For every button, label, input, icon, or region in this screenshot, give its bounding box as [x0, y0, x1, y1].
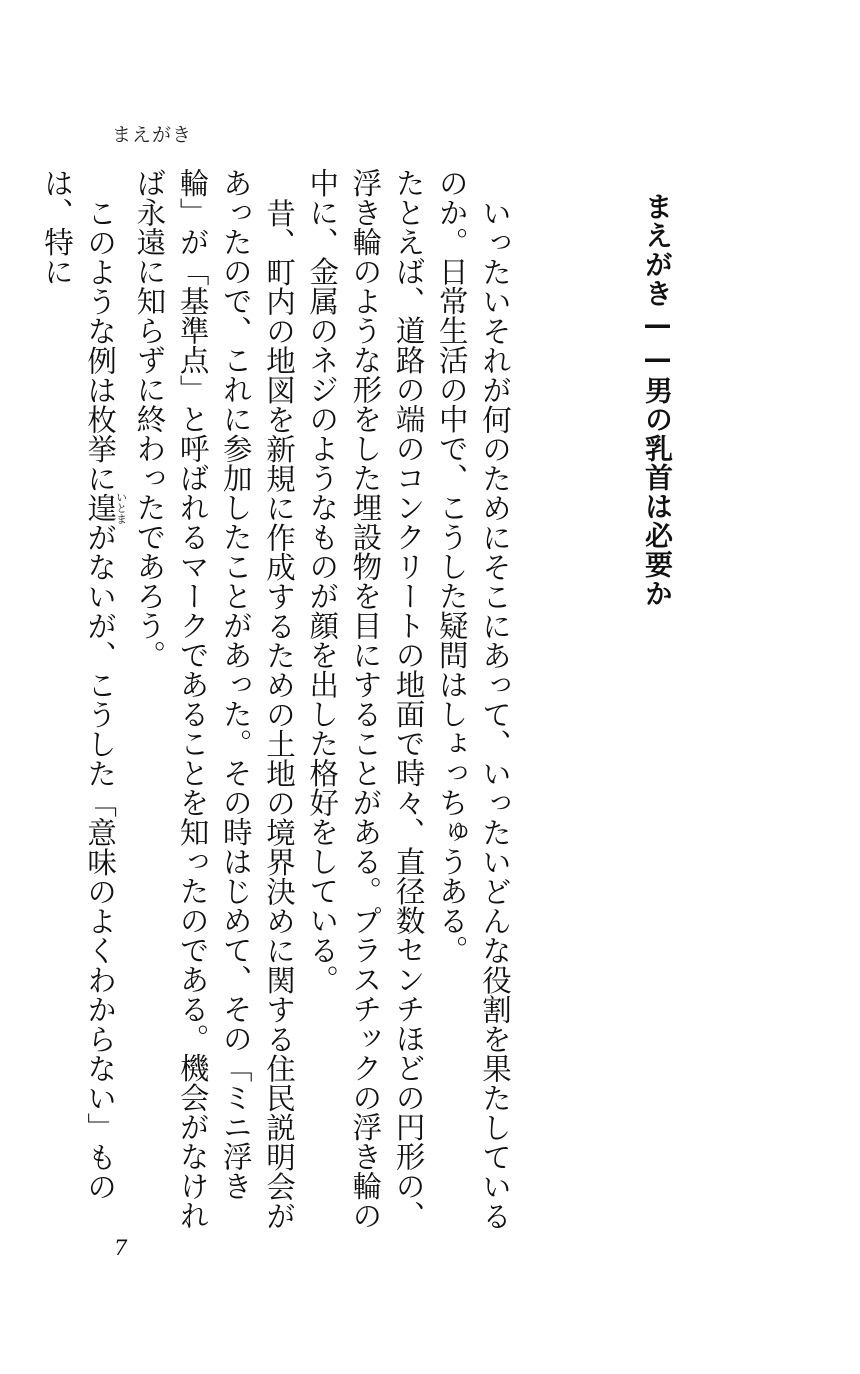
running-head: まえがき	[112, 124, 193, 146]
paragraph-3: 昔、町内の地図を新規に作成するための土地の境界決めに関する住民説明会があったので、これに参加したことがあった。その時はじめて、その「ミニ浮き輪」が「基準点」と呼ばれるマークであることを知ったのである。機会がなければ永遠に知らずに終わったであろう。	[132, 168, 296, 1230]
ruby-reading: いとま	[114, 490, 128, 524]
paragraph-4: このような例は枚挙に遑いとまがないが、こうした「意味のよくわからない」ものは、特に	[39, 168, 128, 1201]
page-number: 7	[114, 1236, 128, 1260]
chapter-title: まえがき——男の乳首は必要か	[641, 192, 674, 608]
body-text	[39, 168, 516, 1230]
paragraph-2: たとえば、道路の端のコンクリートの地面で時々、直径数センチほどの円形の、浮き輪のような形をした埋設物を目にすることがある。プラスチックの浮き輪の中に、金属のネジのようなものが顔を出した格好をしている。	[305, 168, 426, 1230]
paragraph-1: いったいそれが何のためにそこにあって、いったいどんな役割を果たしているのか。日常生活の中で、こうした疑問はしょっちゅうある。	[434, 168, 512, 1230]
ruby-annotation: 遑いとま	[83, 490, 128, 524]
